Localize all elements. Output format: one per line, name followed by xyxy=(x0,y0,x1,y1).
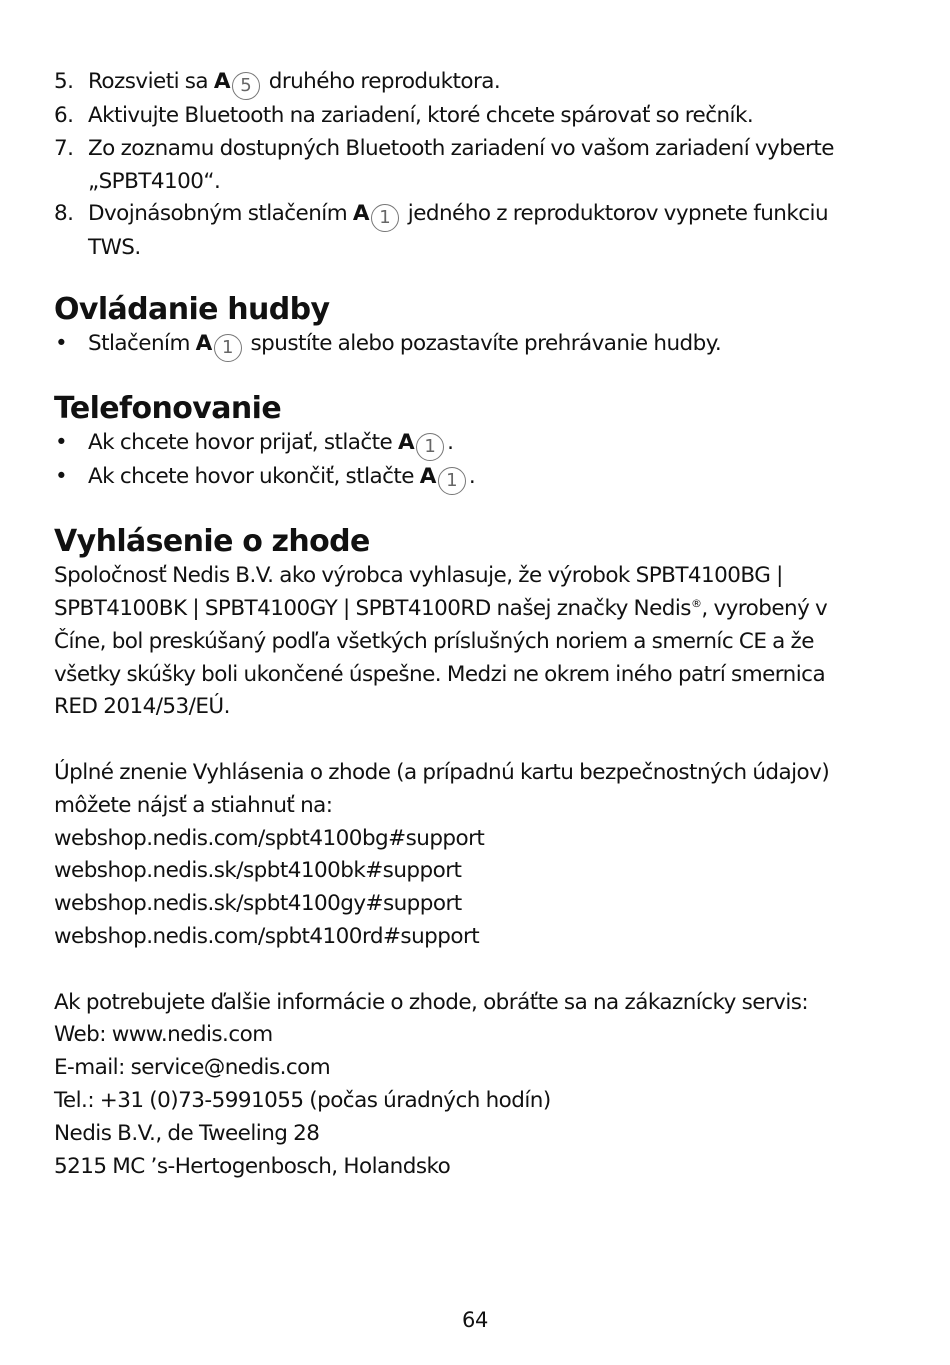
bullet-text: . xyxy=(468,464,476,490)
bullet-item xyxy=(54,328,874,362)
step-item xyxy=(54,100,874,133)
contact-intro: Ak potrebujete ďalšie informácie o zhode, obráťte sa na zákaznícky servis: xyxy=(54,989,809,1015)
contact-block xyxy=(54,1019,874,1183)
circled-number-icon: 1 xyxy=(371,204,399,232)
bullet-item xyxy=(54,461,874,495)
page-number: 64 xyxy=(462,1308,488,1332)
conformity-declaration-paragraph xyxy=(54,560,874,724)
bullet-text: Ak chcete hovor prijať, stlačte xyxy=(88,430,399,456)
paragraph-text: Spoločnosť Nedis B.V. ako výrobca vyhlasuje, že výrobok SPBT4100BG | SPBT4100BK | SPBT4100GY | SPBT4100RD našej značky Nedis xyxy=(54,563,783,621)
bullet-icon: • xyxy=(55,331,68,357)
figure-ref: A xyxy=(195,331,212,357)
step-text: druhého reproduktora. xyxy=(262,69,501,94)
step-number: 8. xyxy=(54,201,74,227)
document-page xyxy=(54,66,874,1183)
figure-ref: A xyxy=(352,201,369,227)
bullet-item xyxy=(54,427,874,461)
circled-number-icon: 1 xyxy=(438,467,466,495)
figure-ref: A xyxy=(419,464,436,490)
download-info-paragraph: Úplné znenie Vyhlásenia o zhode (a prípadnú kartu bezpečnostných údajov) môžete nájsť a stiahnuť na: xyxy=(54,759,830,818)
bullet-icon: • xyxy=(55,430,68,456)
music-list xyxy=(54,328,874,362)
calls-list xyxy=(54,427,874,495)
step-item xyxy=(54,66,874,100)
step-item xyxy=(54,133,874,199)
step-number: 7. xyxy=(54,135,74,161)
circled-number-icon: 1 xyxy=(214,334,242,362)
registered-mark: ® xyxy=(690,596,702,610)
step-text: Aktivujte Bluetooth na zariadení, ktoré chcete spárovať so rečník. xyxy=(88,103,754,128)
figure-ref: A xyxy=(398,430,415,456)
step-text: Dvojnásobným stlačením xyxy=(88,201,353,227)
steps-list xyxy=(54,66,874,265)
contact-email[interactable]: E-mail: service@nedis.com xyxy=(54,1055,331,1081)
contact-address-line: Nedis B.V., de Tweeling 28 xyxy=(54,1120,320,1146)
contact-address-line: 5215 MC ’s-Hertogenbosch, Holandsko xyxy=(54,1153,451,1179)
step-text: jedného z reproduktorov vypnete funkciu TWS. xyxy=(88,201,829,261)
support-link[interactable]: webshop.nedis.sk/spbt4100bk#support xyxy=(54,858,462,884)
bullet-text: Stlačením xyxy=(88,331,196,357)
section-heading-calls: Telefonovanie xyxy=(54,391,282,427)
contact-web[interactable]: Web: www.nedis.com xyxy=(54,1022,273,1048)
section-heading-conformity: Vyhlásenie o zhode xyxy=(54,524,370,560)
support-link[interactable]: webshop.nedis.com/spbt4100bg#support xyxy=(54,825,485,851)
bullet-icon: • xyxy=(55,464,68,490)
support-links xyxy=(54,823,874,954)
step-number: 6. xyxy=(54,103,74,128)
step-text: Zo zoznamu dostupných Bluetooth zariadení vo vašom zariadení vyberte „SPBT4100“. xyxy=(88,135,834,194)
step-number: 5. xyxy=(54,69,74,94)
support-link[interactable]: webshop.nedis.sk/spbt4100gy#support xyxy=(54,891,462,917)
bullet-text: Ak chcete hovor ukončiť, stlačte xyxy=(88,464,420,490)
paragraph-text: , vyrobený v Číne, bol preskúšaný podľa všetkých príslušných noriem a smerníc CE a že všetky skúšky boli ukončené úspešne. Medzi ne okrem iného patrí smernica RED 2014/53/EÚ. xyxy=(54,595,828,720)
support-link[interactable]: webshop.nedis.com/spbt4100rd#support xyxy=(54,923,480,949)
bullet-text: spustíte alebo pozastavíte prehrávanie hudby. xyxy=(244,331,722,357)
step-item xyxy=(54,198,874,265)
figure-ref: A xyxy=(213,69,230,94)
bullet-text: . xyxy=(447,430,454,456)
section-heading-music: Ovládanie hudby xyxy=(54,292,330,328)
circled-number-icon: 5 xyxy=(232,72,260,100)
contact-phone: Tel.: +31 (0)73-5991055 (počas úradných hodín) xyxy=(54,1087,551,1113)
step-text: Rozsvieti sa xyxy=(88,69,214,94)
circled-number-icon: 1 xyxy=(416,433,444,461)
